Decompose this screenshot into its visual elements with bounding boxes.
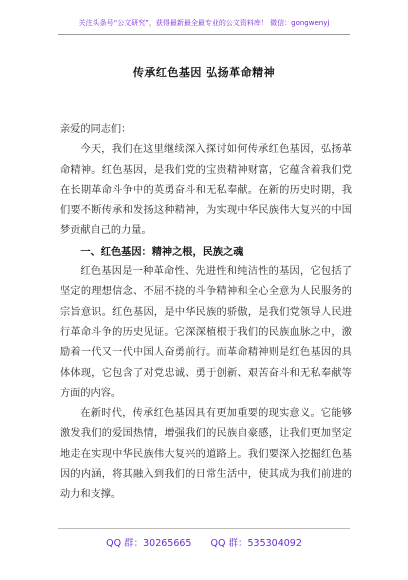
footer-qq-group-1: QQ 群：30265665 bbox=[106, 538, 192, 549]
document-title: 传承红色基因 弘扬革命精神 bbox=[132, 66, 276, 79]
paragraph-section1-1: 红色基因是一种革命性、先进性和纯洁性的基因，它包括了坚定的理想信念、不屈不挠的斗争精神和全心全意为人民服务的宗旨意识。红色基因，是中华民族的骄傲，是我们党领导人民进行革命斗争的历史见证。它深深植根于我们的民族血脉之中，激励着一代又一代中国人奋勇前行。而革命精神则是红色基因的具体体现，它包含了对党忠诚、勇于创新、艰苦奋斗和无私奉献等方面的内容。 bbox=[60, 266, 352, 399]
section-heading-1: 一、红色基因：精神之根，民族之魂 bbox=[80, 245, 244, 258]
header-promo-note: 关注头条号“公文研究”，获得最新最全最专业的公文资料库！ 微信：gongwenyj bbox=[78, 19, 330, 27]
footer-divider bbox=[58, 528, 350, 529]
paragraph-intro: 今天，我们在这里继续深入探讨如何传承红色基因，弘扬革命精神。红色基因，是我们党的宝贵精神财富，它蕴含着我们党在长期革命斗争中的英勇奋斗和无私奉献。在新的历史时期，我们要不断传承和发扬这种精神，为实现中华民族伟大复兴的中国梦贡献自己的力量。 bbox=[60, 144, 352, 237]
header-divider bbox=[58, 34, 350, 35]
greeting: 亲爱的同志们： bbox=[60, 124, 132, 135]
footer-qq-group-2: QQ 群：535304092 bbox=[210, 538, 302, 549]
footer-contacts bbox=[0, 535, 408, 549]
paragraph-section1-2: 在新时代，传承红色基因具有更加重要的现实意义。它能够激发我们的爱国热情，增强我们的民族自豪感，让我们更加坚定地走在实现中华民族伟大复兴的道路上。我们要深入挖掘红色基因的内涵，将其融入到我们的日常生活中，使其成为我们前进的动力和支撑。 bbox=[60, 408, 352, 501]
document-body bbox=[60, 120, 352, 506]
